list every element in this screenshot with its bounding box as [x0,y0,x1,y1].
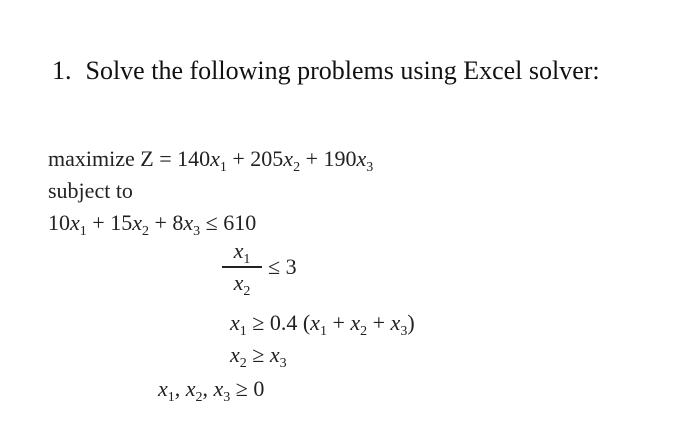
constraint-1-plus-2: + [154,210,167,235]
constraint-2-relation: ≤ [268,254,281,279]
constraint-3-relation: ≥ [252,310,265,335]
subject-to-label: subject to [48,178,133,203]
constraint-1-relation: ≤ [205,210,218,235]
problem-instruction: Solve the following problems using Excel solver: [85,56,600,85]
objective-equals: = [159,146,172,171]
linear-program [0,130,700,430]
constraint-1-rhs: 610 [223,210,257,235]
objective-label: maximize Z [48,146,154,171]
problem-heading [52,56,600,86]
fraction-numerator: $x_1$ [233,238,251,267]
constraint-1-coeff-1: 10 [48,210,70,235]
fraction-denominator: $x_2$ [233,270,251,299]
objective-coeff-2: 205 [250,146,284,171]
objective-coeff-1: 140 [177,146,211,171]
constraint-4-relation: ≥ [252,342,265,367]
constraint-5-rhs: 0 [253,376,265,401]
constraint-2-fraction [222,238,262,299]
constraint-4: $x_2 \ge x_3$ [230,342,287,371]
objective-function: maximize $Z = 140x_1 + 205x_2 + 190x_3$ [48,146,374,175]
constraint-1: $10x_1 + 15x_2 + 8x_3 \le 610$ [48,210,257,239]
constraint-5: $x_1$, $x_2$, $x_3 \ge 0$ [158,376,265,405]
constraint-5-relation: ≥ [235,376,248,401]
constraint-1-coeff-2: 15 [110,210,133,235]
objective-plus-2: + [305,146,318,171]
constraint-2-value: 3 [285,254,297,279]
objective-plus-1: + [232,146,245,171]
constraint-1-coeff-3: 8 [172,210,184,235]
constraint-2-rhs [268,254,297,280]
objective-coeff-3: 190 [323,146,357,171]
constraint-1-plus-1: + [92,210,105,235]
constraint-3-coeff: 0.4 [269,310,298,335]
fraction-bar [222,266,262,268]
constraint-3: $x_1 \ge 0.4$ $(x_1 + x_2 + x_3)$ [230,310,415,339]
problem-number: 1. [52,56,72,85]
